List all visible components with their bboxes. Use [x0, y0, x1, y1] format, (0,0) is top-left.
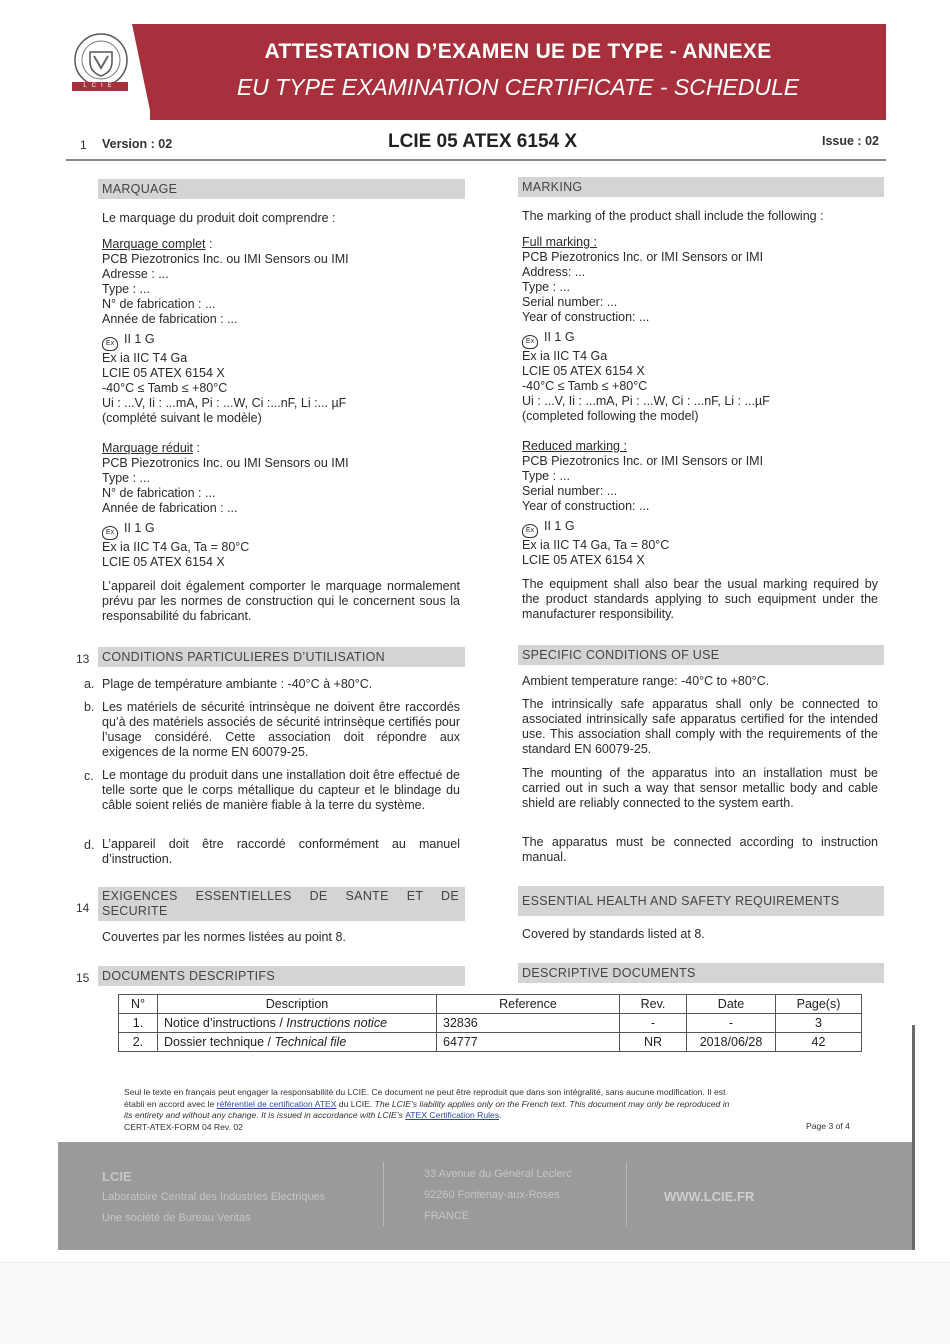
title-banner: [150, 24, 886, 120]
atex-rules-link[interactable]: ATEX Certification Rules: [405, 1110, 500, 1120]
condition-c-fr: Le montage du produit dans une installation doit être effectué de telle sorte que le corps métallique du capteur et le blindage du câble soient reliés de manière fiable à la terre du système.: [102, 768, 460, 812]
marking-en-closing: The equipment shall also bear the usual marking required by the product standards applying to such equipment under the manufacturer responsibility.: [522, 577, 878, 621]
marking-fr-reduced-heading: Marquage réduit :: [102, 441, 200, 455]
condition-d-fr: L’appareil doit être raccordé conformément au manuel d’instruction.: [102, 837, 460, 866]
marking-en-intro: The marking of the product shall include the following :: [522, 209, 824, 223]
requirements-fr-text: Couvertes par les normes listées au point 8.: [102, 930, 346, 944]
section-title-requirements-fr: EXIGENCES ESSENTIELLES DE SANTE ET DE SECURITE: [98, 887, 465, 921]
marking-en-line: Year of construction: ...: [522, 310, 650, 324]
certificate-reference: LCIE 05 ATEX 6154 X: [388, 131, 578, 152]
condition-a-en: Ambient temperature range: -40°C to +80°C.: [522, 674, 770, 688]
section-number-15: 15: [76, 971, 90, 985]
marking-fr-ex-group: Ex II 1 G: [102, 332, 460, 351]
doc-number: 2.: [119, 1033, 158, 1052]
marking-fr-closing: L’appareil doit également comporter le marquage normalement prévu par les normes de construction qui le concernent sous la responsabilité du fabricant.: [102, 579, 460, 623]
col-header-rev: Rev.: [620, 995, 687, 1014]
marking-en-line: -40°C ≤ Tamb ≤ +80°C: [522, 379, 648, 393]
marking-en-line: LCIE 05 ATEX 6154 X: [522, 364, 645, 378]
page-edge-shadow: [912, 1025, 915, 1250]
condition-b-fr: Les matériels de sécurité intrinsèque ne doivent être raccordés qu’à des matériels associés de sécurité intrinsèque certifiés pour l’usage considéré. Cette association doit répondre aux exigences de la norme EN 60079-25.: [102, 700, 460, 759]
doc-rev: -: [620, 1014, 687, 1033]
marking-fr-line: Ui : ...V, Ii : ...mA, Pi : ...W, Ci :...nF, Li :... µF: [102, 396, 347, 410]
condition-letter: d.: [84, 838, 95, 852]
marking-en-line: Serial number: ...: [522, 484, 618, 498]
table-row: [119, 1014, 862, 1033]
doc-description: Notice d’instructions / Instructions notice: [158, 1014, 437, 1033]
address-line1: 33 Avenue du Général Leclerc: [424, 1168, 572, 1180]
marking-fr-line: N° de fabrication : ...: [102, 486, 216, 500]
condition-a-fr: Plage de température ambiante : -40°C à +80°C.: [102, 677, 373, 691]
ex-hexagon-icon: Ex: [522, 524, 538, 538]
marking-en-reduced-ex-group: Ex II 1 G: [522, 519, 878, 538]
section-title-documents-fr: DOCUMENTS DESCRIPTIFS: [98, 966, 465, 986]
marking-fr-line: Adresse : ...: [102, 267, 169, 281]
col-header-date: Date: [687, 995, 776, 1014]
footer-band: [58, 1142, 914, 1250]
col-header-pages: Page(s): [776, 995, 862, 1014]
website-link[interactable]: WWW.LCIE.FR: [664, 1189, 755, 1204]
condition-d-en: The apparatus must be connected according to instruction manual.: [522, 835, 878, 864]
section-title-conditions-fr: CONDITIONS PARTICULIERES D’UTILISATION: [98, 647, 465, 667]
marking-en-reduced-heading: Reduced marking :: [522, 439, 627, 453]
condition-b-en: The intrinsically safe apparatus shall only be connected to associated intrinsically safe apparatus certified for the intended use. This association shall comply with the requirements of the standard EN 60079-25.: [522, 697, 878, 756]
scan-margin: [0, 1262, 950, 1344]
org-name: LCIE: [102, 1169, 132, 1184]
section-number-14: 14: [76, 901, 90, 915]
marking-fr-line: Type : ...: [102, 471, 150, 485]
col-header-reference: Reference: [437, 995, 620, 1014]
ex-hexagon-icon: Ex: [102, 337, 118, 351]
doc-reference: 32836: [437, 1014, 620, 1033]
doc-reference: 64777: [437, 1033, 620, 1052]
table-row: [119, 1033, 862, 1052]
marking-fr-full-heading: Marquage complet :: [102, 237, 213, 251]
address-line2: 92260 Fontenay-aux-Roses: [424, 1189, 560, 1201]
col-header-number: N°: [119, 995, 158, 1014]
section-title-marquage: MARQUAGE: [98, 179, 465, 199]
condition-letter: b.: [84, 700, 95, 714]
marking-en-line: PCB Piezotronics Inc. or IMI Sensors or IMI: [522, 454, 764, 468]
issue: Issue : 02: [822, 134, 879, 148]
marking-en-line: Serial number: ...: [522, 295, 618, 309]
doc-pages: 42: [776, 1033, 862, 1052]
org-line2: Une société de Bureau Veritas: [102, 1212, 251, 1224]
marking-en-line: LCIE 05 ATEX 6154 X: [522, 553, 645, 567]
condition-letter: c.: [84, 769, 94, 783]
footer-divider: [383, 1162, 384, 1226]
lcie-logo-bar: LCIE: [72, 82, 128, 91]
marking-en-line: Ui : ...V, Ii : ...mA, Pi : ...W, Ci : ...nF, Li : ...µF: [522, 394, 770, 408]
header-divider: [66, 159, 886, 161]
marking-fr-line: LCIE 05 ATEX 6154 X: [102, 366, 225, 380]
form-reference: CERT-ATEX-FORM 04 Rev. 02: [124, 1121, 243, 1132]
marking-en-line: Year of construction: ...: [522, 499, 650, 513]
marking-fr-line: PCB Piezotronics Inc. ou IMI Sensors ou IMI: [102, 456, 349, 470]
doc-date: -: [687, 1014, 776, 1033]
org-line1: Laboratoire Central des Industries Electriques: [102, 1191, 326, 1203]
section-title-documents-en: DESCRIPTIVE DOCUMENTS: [518, 963, 884, 983]
marking-en-line: Address: ...: [522, 265, 586, 279]
requirements-en-text: Covered by standards listed at 8.: [522, 927, 705, 941]
atex-reference-link[interactable]: référentiel de certification ATEX: [216, 1098, 337, 1109]
section-title-conditions-en: SPECIFIC CONDITIONS OF USE: [518, 645, 884, 665]
marking-fr-line: Type : ...: [102, 282, 150, 296]
title-fr: ATTESTATION D’EXAMEN UE DE TYPE - ANNEXE: [264, 40, 772, 63]
marking-fr-line: Ex ia IIC T4 Ga: [102, 351, 188, 365]
footer-divider: [626, 1162, 627, 1226]
doc-date: 2018/06/28: [687, 1033, 776, 1052]
marking-en-full-heading: Full marking :: [522, 235, 598, 249]
marking-fr-line: Ex ia IIC T4 Ga, Ta = 80°C: [102, 540, 250, 554]
marking-en-line: Type : ...: [522, 469, 570, 483]
title-en: EU TYPE EXAMINATION CERTIFICATE - SCHEDULE: [236, 74, 800, 100]
ex-hexagon-icon: Ex: [102, 526, 118, 540]
doc-number: 1.: [119, 1014, 158, 1033]
doc-pages: 3: [776, 1014, 862, 1033]
documents-table: [118, 994, 862, 1052]
marking-fr-reduced-ex-group: Ex II 1 G: [102, 521, 460, 540]
marking-en-line: Ex ia IIC T4 Ga, Ta = 80°C: [522, 538, 670, 552]
condition-letter: a.: [84, 677, 95, 691]
section-title-requirements-en: ESSENTIAL HEALTH AND SAFETY REQUIREMENTS: [518, 886, 884, 916]
col-header-description: Description: [158, 995, 437, 1014]
legal-notice: Seul le texte en français peut engager la responsabilité du LCIE. Ce document ne peut être reproduit que dans son intégralité, sans aucune modification. Il est établi en accord avec le référentiel de certification ATEX du LCIE. The LCIE’s liability applies only on the French text. This document may only be reproduced in its entirety and without any change. It is issued in accordance with LCIE’s ATEX Certification Rules. CERT-ATEX-FORM 04 Rev. 02: [124, 1087, 854, 1133]
table-header-row: [119, 995, 862, 1014]
marking-fr-line: Année de fabrication : ...: [102, 312, 238, 326]
marking-en-ex-group: Ex II 1 G: [522, 330, 878, 349]
marking-fr-column: [102, 211, 460, 624]
marking-fr-line: (complété suivant le modèle): [102, 411, 262, 425]
marking-fr-line: Année de fabrication : ...: [102, 501, 238, 515]
marking-fr-line: LCIE 05 ATEX 6154 X: [102, 555, 225, 569]
marking-en-line: (completed following the model): [522, 409, 699, 423]
marking-fr-intro: Le marquage du produit doit comprendre :: [102, 211, 336, 225]
doc-rev: NR: [620, 1033, 687, 1052]
ex-hexagon-icon: Ex: [522, 335, 538, 349]
page-number: Page 3 of 4: [806, 1121, 850, 1131]
address-line3: FRANCE: [424, 1210, 470, 1222]
marking-en-line: Ex ia IIC T4 Ga: [522, 349, 608, 363]
marking-en-line: PCB Piezotronics Inc. or IMI Sensors or IMI: [522, 250, 764, 264]
section-title-marking: MARKING: [518, 177, 884, 197]
marking-fr-line: PCB Piezotronics Inc. ou IMI Sensors ou IMI: [102, 252, 349, 266]
section-number-1: 1: [80, 138, 87, 152]
condition-c-en: The mounting of the apparatus into an installation must be carried out in such a way that sensor metallic body and cable shield are reliably connected to the system earth.: [522, 766, 878, 810]
marking-en-line: Type : ...: [522, 280, 570, 294]
doc-description: Dossier technique / Technical file: [158, 1033, 437, 1052]
section-number-13: 13: [76, 652, 90, 666]
banner-wedge: [132, 24, 152, 120]
version: Version : 02: [102, 137, 173, 151]
marking-fr-line: N° de fabrication : ...: [102, 297, 216, 311]
marking-en-column: [522, 209, 878, 622]
marking-fr-line: -40°C ≤ Tamb ≤ +80°C: [102, 381, 228, 395]
